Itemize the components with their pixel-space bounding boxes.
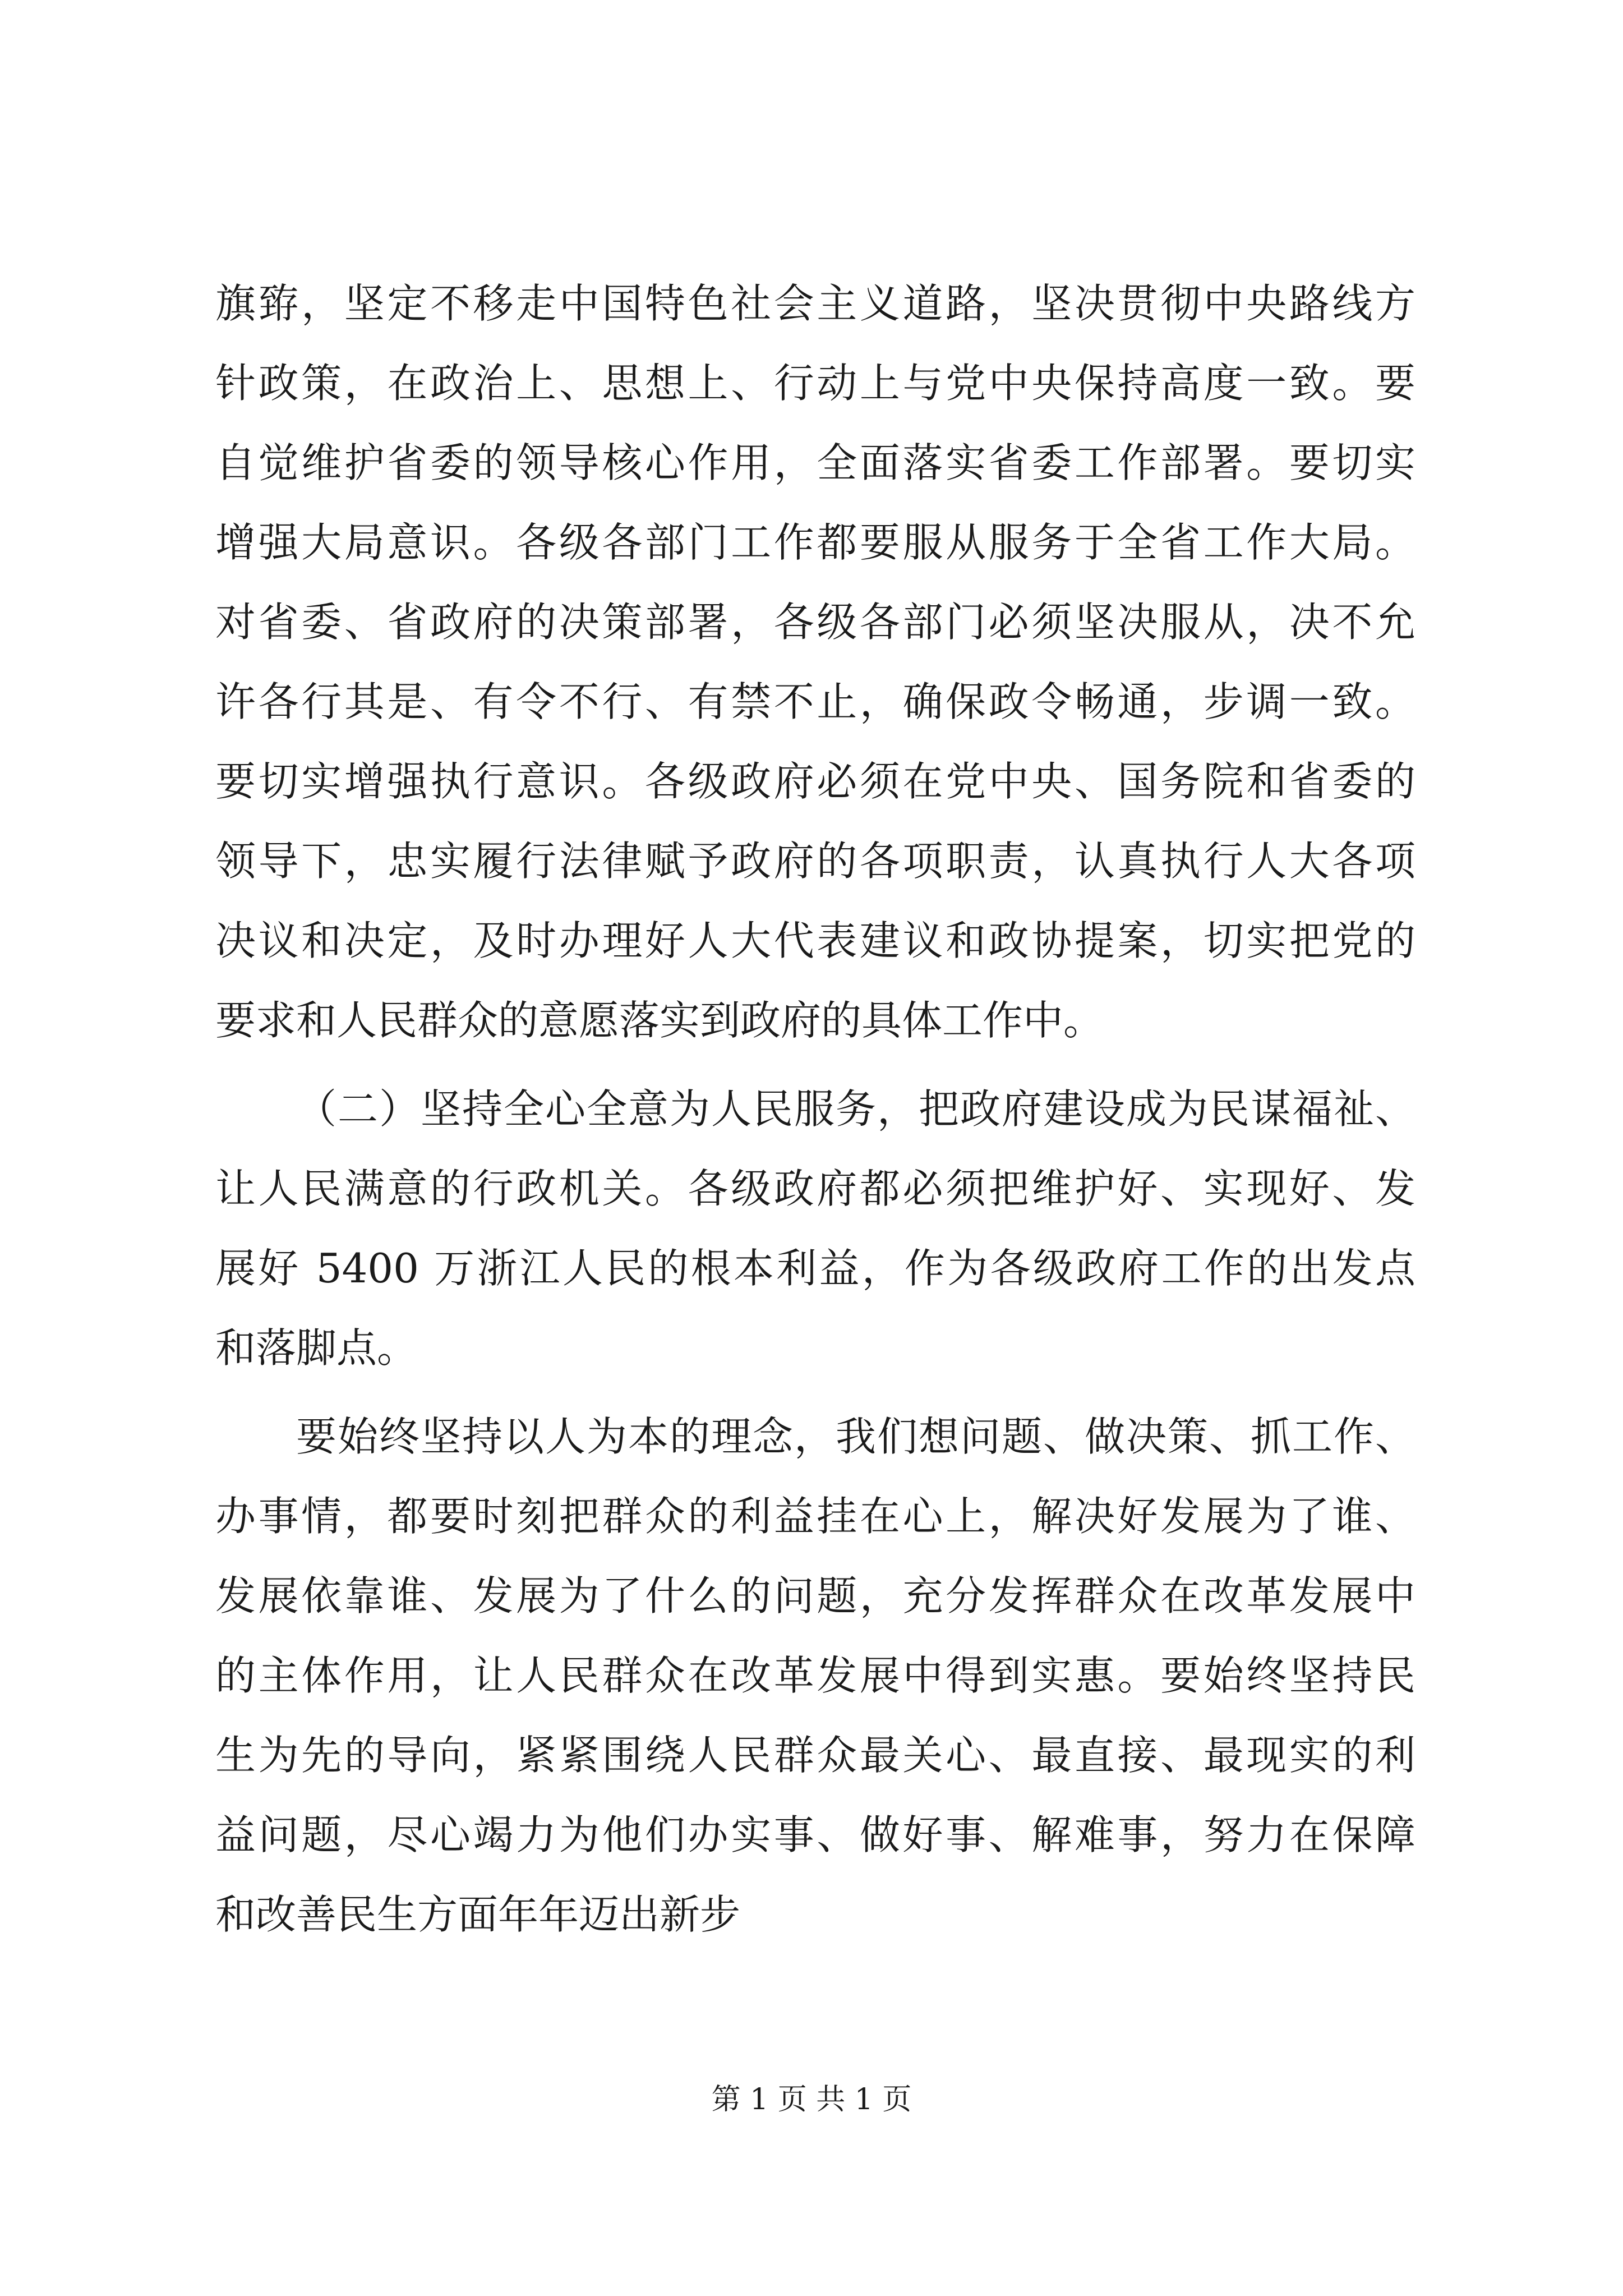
text-line: 决议和决定，及时办理好人大代表建议和政协提案，切实把党的 [215,917,1415,964]
text-line: 让人民满意的行政机关。各级政府都必须把维护好、实现好、发 [215,1165,1415,1212]
text-line: 要求和人民群众的意愿落实到政府的具体工作中。 [215,997,1104,1044]
text-line: 要切实增强执行意识。各级政府必须在党中央、国务院和省委的 [215,758,1415,805]
paragraph-1 [215,264,1415,1060]
body-text [215,264,1415,1954]
text-line: 许各行其是、有令不行、有禁不止，确保政令畅通，步调一致。 [215,678,1415,725]
text-line: （二）坚持全心全意为人民服务，把政府建设成为民谋福祉、 [296,1085,1415,1133]
text-line: 旗臶，坚定不移走中国特色社会主义道路，坚决贯彻中央路线方 [215,280,1415,327]
page-number-footer: 第 1 页 共 1 页 [711,2083,912,2116]
paragraph-2-continued [215,1149,1415,1388]
paragraph-3 [215,1397,1415,1476]
text-line: 要始终坚持以人为本的理念，我们想问题、做决策、抓工作、 [296,1413,1415,1460]
text-line: 展好 5400 万浙江人民的根本利益，作为各级政府工作的出发点 [215,1245,1415,1292]
text-line: 发展依靠谁、发展为了什么的问题，充分发挥群众在改革发展中 [215,1572,1415,1619]
text-line: 对省委、省政府的决策部署，各级各部门必须坚决服从，决不允 [215,599,1415,646]
text-line: 生为先的导向，紧紧围绕人民群众最关心、最直接、最现实的利 [215,1732,1415,1779]
text-line: 和改善民生方面年年迈出新步 [215,1891,741,1938]
text-line: 领导下，忠实履行法律赋予政府的各项职责，认真执行人大各项 [215,838,1415,885]
text-line: 办事情，都要时刻把群众的利益挂在心上，解决好发展为了谁、 [215,1493,1415,1540]
paragraph-3-continued [215,1476,1415,1954]
paragraph-2 [215,1069,1415,1149]
text-line: 的主体作用，让人民群众在改革发展中得到实惠。要始终坚持民 [215,1652,1415,1699]
paragraph-gap [215,1060,1415,1069]
text-line: 益问题，尽心竭力为他们办实事、做好事、解难事，努力在保障 [215,1811,1415,1858]
paragraph-gap [215,1388,1415,1397]
text-line: 和落脚点。 [215,1324,418,1372]
text-line: 增强大局意识。各级各部门工作都要服从服务于全省工作大局。 [215,519,1415,566]
text-line: 自觉维护省委的领导核心作用，全面落实省委工作部署。要切实 [215,439,1415,486]
text-line: 针政策，在政治上、思想上、行动上与党中央保持高度一致。要 [215,360,1415,407]
